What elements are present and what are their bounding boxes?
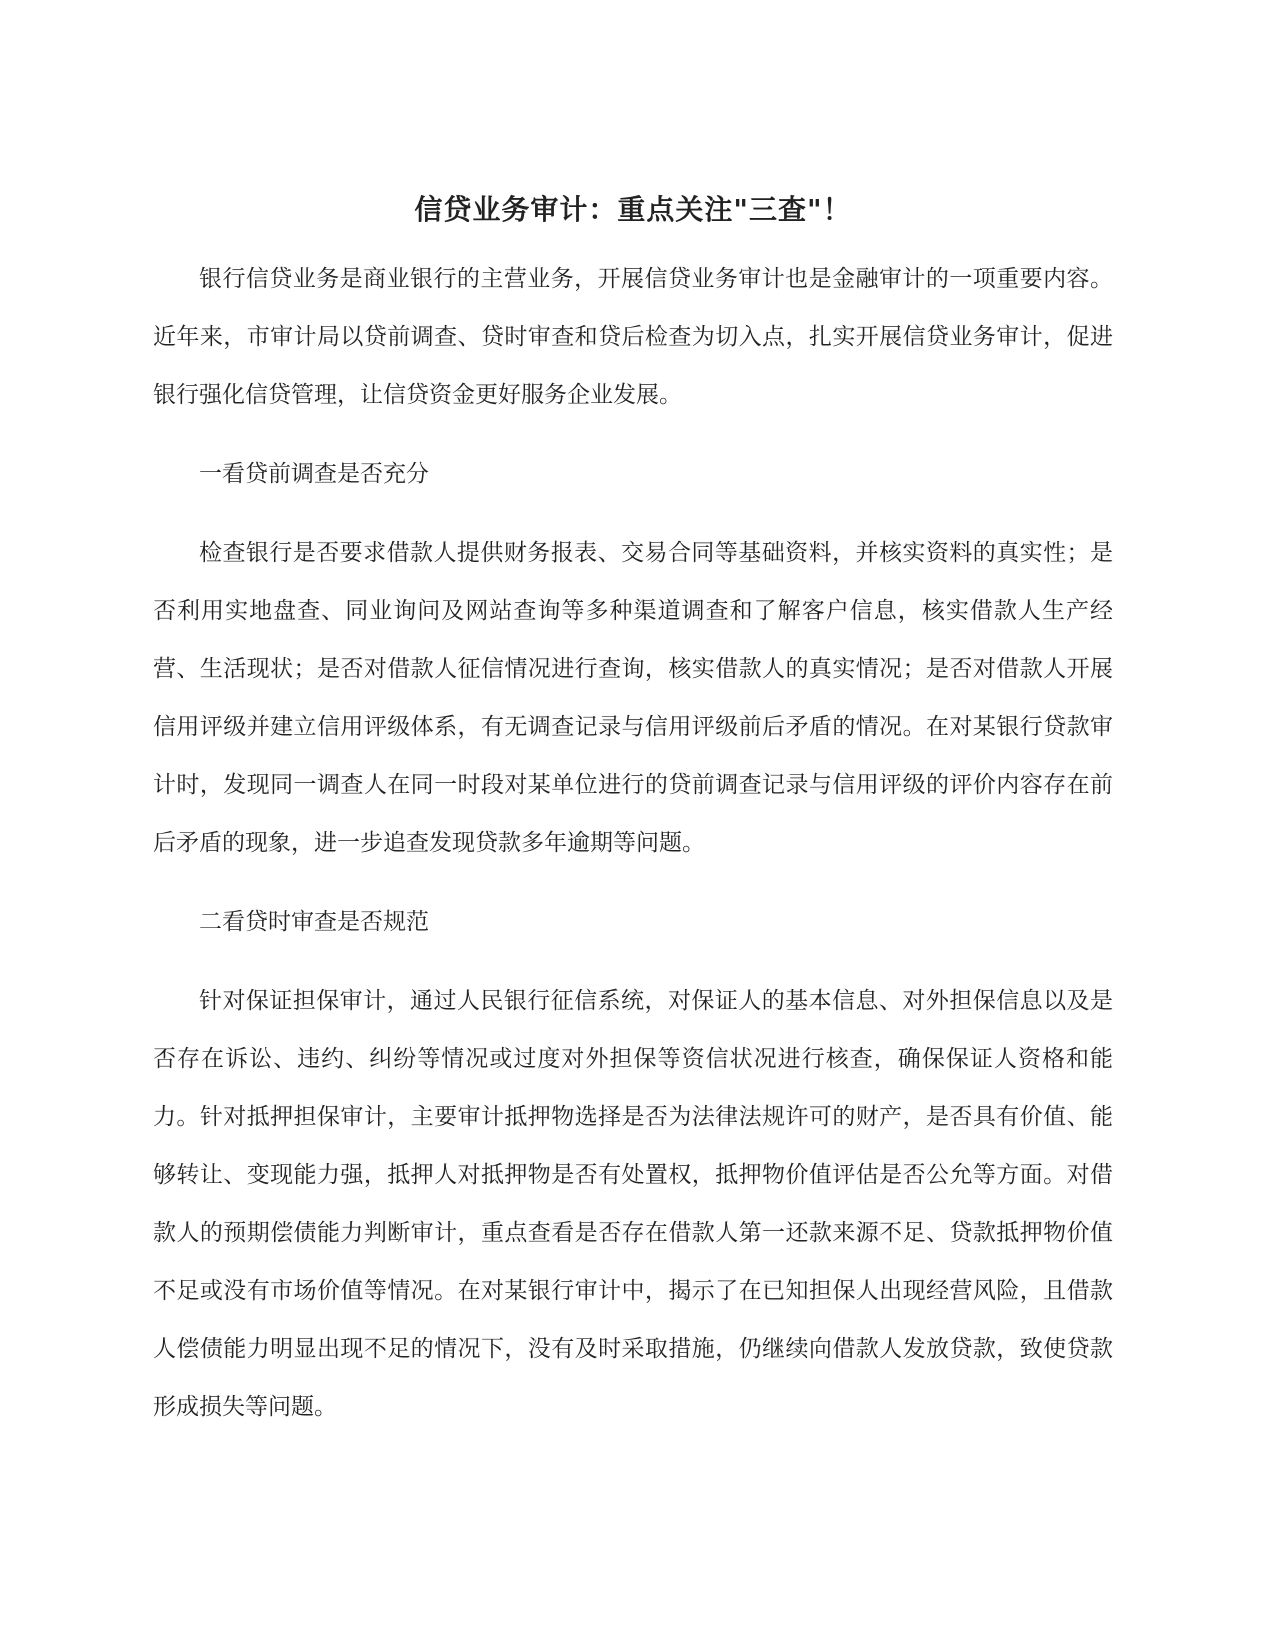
document-title: 信贷业务审计：重点关注"三查"！ — [414, 193, 852, 226]
document-page — [153, 190, 1113, 1457]
section-heading-loan-review: 二看贷时审查是否规范 — [199, 909, 429, 935]
section-heading-pre-loan: 一看贷前调查是否充分 — [199, 461, 429, 487]
pre-loan-paragraph: 检查银行是否要求借款人提供财务报表、交易合同等基础资料，并核实资料的真实性；是否利用实地盘查、同业询问及网站查询等多种渠道调查和了解客户信息，核实借款人生产经营、生活现状；是否对借款人征信情况进行查询，核实借款人的真实情况；是否对借款人开展信用评级并建立信用评级体系，有无调查记录与信用评级前后矛盾的情况。在对某银行贷款审计时，发现同一调查人在同一时段对某单位进行的贷前调查记录与信用评级的评价内容存在前后矛盾的现象，进一步追查发现贷款多年逾期等问题。 — [153, 540, 1113, 856]
loan-review-paragraph: 针对保证担保审计，通过人民银行征信系统，对保证人的基本信息、对外担保信息以及是否存在诉讼、违约、纠纷等情况或过度对外担保等资信状况进行核查，确保保证人资格和能力。针对抵押担保审计，主要审计抵押物选择是否为法律法规许可的财产，是否具有价值、能够转让、变现能力强，抵押人对抵押物是否有处置权，抵押物价值评估是否公允等方面。对借款人的预期偿债能力判断审计，重点查看是否存在借款人第一还款来源不足、贷款抵押物价值不足或没有市场价值等情况。在对某银行审计中，揭示了在已知担保人出现经营风险，且借款人偿债能力明显出现不足的情况下，没有及时采取措施，仍继续向借款人发放贷款，致使贷款形成损失等问题。 — [153, 988, 1113, 1420]
intro-paragraph: 银行信贷业务是商业银行的主营业务，开展信贷业务审计也是金融审计的一项重要内容。近年来，市审计局以贷前调查、贷时审查和贷后检查为切入点，扎实开展信贷业务审计，促进银行强化信贷管理，让信贷资金更好服务企业发展。 — [153, 266, 1113, 408]
